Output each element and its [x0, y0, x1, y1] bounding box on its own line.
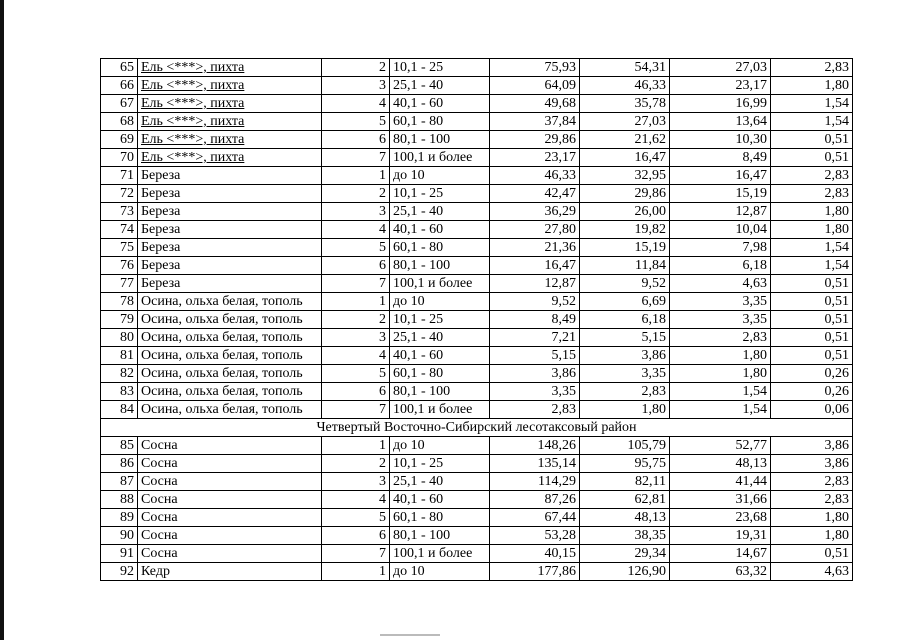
class-number: 2	[322, 311, 390, 329]
rate-value-4: 1,80	[771, 77, 853, 95]
rate-value-1: 23,17	[490, 149, 580, 167]
species-name: Осина, ольха белая, тополь	[138, 401, 322, 419]
table-row	[101, 149, 853, 167]
rate-value-3: 1,80	[670, 347, 771, 365]
diameter-range: до 10	[390, 437, 490, 455]
species-name: Сосна	[138, 455, 322, 473]
table-row	[101, 455, 853, 473]
table-body-upper	[101, 59, 853, 419]
class-number: 5	[322, 113, 390, 131]
rate-value-3: 8,49	[670, 149, 771, 167]
rate-value-4: 0,51	[771, 275, 853, 293]
rate-value-3: 1,54	[670, 401, 771, 419]
species-name: Сосна	[138, 491, 322, 509]
row-number: 79	[101, 311, 138, 329]
class-number: 3	[322, 329, 390, 347]
rate-value-4: 1,54	[771, 113, 853, 131]
row-number: 82	[101, 365, 138, 383]
class-number: 6	[322, 527, 390, 545]
rate-value-2: 95,75	[580, 455, 670, 473]
diameter-range: 40,1 - 60	[390, 221, 490, 239]
rate-value-1: 3,35	[490, 383, 580, 401]
species-name: Осина, ольха белая, тополь	[138, 329, 322, 347]
rate-value-1: 46,33	[490, 167, 580, 185]
class-number: 5	[322, 509, 390, 527]
class-number: 1	[322, 563, 390, 581]
rate-value-2: 48,13	[580, 509, 670, 527]
species-name: Береза	[138, 221, 322, 239]
table-row	[101, 563, 853, 581]
table-row	[101, 257, 853, 275]
rate-value-3: 2,83	[670, 329, 771, 347]
row-number: 77	[101, 275, 138, 293]
diameter-range: до 10	[390, 167, 490, 185]
class-number: 1	[322, 437, 390, 455]
table-row	[101, 437, 853, 455]
species-name: Кедр	[138, 563, 322, 581]
species-name: Береза	[138, 167, 322, 185]
rate-value-3: 52,77	[670, 437, 771, 455]
rate-value-4: 3,86	[771, 455, 853, 473]
rate-value-3: 3,35	[670, 311, 771, 329]
rate-value-2: 3,35	[580, 365, 670, 383]
rate-value-2: 38,35	[580, 527, 670, 545]
table-row	[101, 167, 853, 185]
rate-value-3: 10,30	[670, 131, 771, 149]
rate-value-1: 9,52	[490, 293, 580, 311]
diameter-range: 60,1 - 80	[390, 239, 490, 257]
diameter-range: 25,1 - 40	[390, 473, 490, 491]
rate-value-2: 27,03	[580, 113, 670, 131]
diameter-range: 60,1 - 80	[390, 365, 490, 383]
class-number: 5	[322, 365, 390, 383]
rate-value-1: 42,47	[490, 185, 580, 203]
rate-value-1: 5,15	[490, 347, 580, 365]
row-number: 73	[101, 203, 138, 221]
rate-value-3: 4,63	[670, 275, 771, 293]
table-body-lower	[101, 437, 853, 581]
diameter-range: 10,1 - 25	[390, 311, 490, 329]
rate-value-3: 27,03	[670, 59, 771, 77]
table-row	[101, 491, 853, 509]
rate-value-4: 0,51	[771, 293, 853, 311]
rate-value-2: 1,80	[580, 401, 670, 419]
rate-value-1: 8,49	[490, 311, 580, 329]
diameter-range: 80,1 - 100	[390, 131, 490, 149]
rate-value-3: 19,31	[670, 527, 771, 545]
species-name: Ель <***>, пихта	[138, 77, 322, 95]
rate-value-3: 10,04	[670, 221, 771, 239]
rate-value-4: 1,54	[771, 95, 853, 113]
rate-value-2: 2,83	[580, 383, 670, 401]
rate-value-2: 11,84	[580, 257, 670, 275]
rate-value-1: 148,26	[490, 437, 580, 455]
rate-value-1: 36,29	[490, 203, 580, 221]
rate-value-2: 105,79	[580, 437, 670, 455]
species-name: Ель <***>, пихта	[138, 59, 322, 77]
rate-value-3: 48,13	[670, 455, 771, 473]
rate-value-3: 3,35	[670, 293, 771, 311]
rate-value-2: 54,31	[580, 59, 670, 77]
diameter-range: 80,1 - 100	[390, 257, 490, 275]
table-row	[101, 383, 853, 401]
rate-value-1: 135,14	[490, 455, 580, 473]
table-row	[101, 401, 853, 419]
section-header-row-group	[101, 419, 853, 437]
species-name: Береза	[138, 185, 322, 203]
class-number: 1	[322, 167, 390, 185]
rate-value-4: 0,51	[771, 311, 853, 329]
diameter-range: 60,1 - 80	[390, 113, 490, 131]
rate-value-2: 26,00	[580, 203, 670, 221]
table-row	[101, 293, 853, 311]
row-number: 92	[101, 563, 138, 581]
class-number: 2	[322, 185, 390, 203]
diameter-range: 100,1 и более	[390, 149, 490, 167]
row-number: 65	[101, 59, 138, 77]
row-number: 66	[101, 77, 138, 95]
class-number: 7	[322, 401, 390, 419]
rate-value-1: 27,80	[490, 221, 580, 239]
rate-value-4: 1,54	[771, 239, 853, 257]
rate-value-3: 12,87	[670, 203, 771, 221]
table-row	[101, 203, 853, 221]
rate-value-3: 7,98	[670, 239, 771, 257]
rate-value-2: 35,78	[580, 95, 670, 113]
row-number: 89	[101, 509, 138, 527]
row-number: 69	[101, 131, 138, 149]
row-number: 83	[101, 383, 138, 401]
rate-value-4: 0,51	[771, 347, 853, 365]
species-name: Осина, ольха белая, тополь	[138, 311, 322, 329]
rate-value-1: 53,28	[490, 527, 580, 545]
rate-value-1: 40,15	[490, 545, 580, 563]
diameter-range: до 10	[390, 563, 490, 581]
diameter-range: 40,1 - 60	[390, 491, 490, 509]
diameter-range: 25,1 - 40	[390, 77, 490, 95]
table-row	[101, 59, 853, 77]
rate-value-2: 16,47	[580, 149, 670, 167]
diameter-range: 25,1 - 40	[390, 329, 490, 347]
rate-value-3: 16,99	[670, 95, 771, 113]
rate-value-2: 46,33	[580, 77, 670, 95]
row-number: 90	[101, 527, 138, 545]
table-row	[101, 365, 853, 383]
rate-value-4: 2,83	[771, 59, 853, 77]
diameter-range: 100,1 и более	[390, 401, 490, 419]
rate-value-1: 49,68	[490, 95, 580, 113]
class-number: 7	[322, 275, 390, 293]
rate-value-2: 6,18	[580, 311, 670, 329]
table-row	[101, 473, 853, 491]
row-number: 70	[101, 149, 138, 167]
species-name: Ель <***>, пихта	[138, 149, 322, 167]
rate-value-4: 0,06	[771, 401, 853, 419]
section-header-row	[101, 419, 853, 437]
species-name: Береза	[138, 203, 322, 221]
rate-value-2: 82,11	[580, 473, 670, 491]
row-number: 88	[101, 491, 138, 509]
diameter-range: 80,1 - 100	[390, 527, 490, 545]
rate-value-2: 9,52	[580, 275, 670, 293]
rate-value-1: 7,21	[490, 329, 580, 347]
table-row	[101, 347, 853, 365]
table-row	[101, 221, 853, 239]
row-number: 68	[101, 113, 138, 131]
rate-value-2: 5,15	[580, 329, 670, 347]
table-row	[101, 329, 853, 347]
row-number: 91	[101, 545, 138, 563]
row-number: 76	[101, 257, 138, 275]
row-number: 81	[101, 347, 138, 365]
class-number: 2	[322, 59, 390, 77]
class-number: 7	[322, 149, 390, 167]
rate-value-4: 2,83	[771, 167, 853, 185]
rate-value-3: 1,80	[670, 365, 771, 383]
rate-value-4: 2,83	[771, 473, 853, 491]
diameter-range: до 10	[390, 293, 490, 311]
species-name: Береза	[138, 239, 322, 257]
page-edge-shadow	[0, 0, 4, 640]
row-number: 67	[101, 95, 138, 113]
rate-value-2: 3,86	[580, 347, 670, 365]
table-row	[101, 113, 853, 131]
rate-value-4: 2,83	[771, 491, 853, 509]
rate-value-2: 15,19	[580, 239, 670, 257]
class-number: 4	[322, 347, 390, 365]
species-name: Осина, ольха белая, тополь	[138, 383, 322, 401]
rate-value-2: 21,62	[580, 131, 670, 149]
species-name: Ель <***>, пихта	[138, 113, 322, 131]
rate-value-4: 4,63	[771, 563, 853, 581]
rate-value-4: 0,51	[771, 149, 853, 167]
rate-value-4: 0,51	[771, 329, 853, 347]
rate-value-3: 63,32	[670, 563, 771, 581]
rate-value-4: 1,80	[771, 527, 853, 545]
rate-value-4: 1,80	[771, 203, 853, 221]
row-number: 84	[101, 401, 138, 419]
class-number: 4	[322, 491, 390, 509]
rate-value-1: 29,86	[490, 131, 580, 149]
class-number: 5	[322, 239, 390, 257]
class-number: 3	[322, 77, 390, 95]
rate-value-2: 29,34	[580, 545, 670, 563]
row-number: 78	[101, 293, 138, 311]
species-name: Ель <***>, пихта	[138, 131, 322, 149]
rate-value-3: 1,54	[670, 383, 771, 401]
rate-value-1: 87,26	[490, 491, 580, 509]
row-number: 86	[101, 455, 138, 473]
rate-value-3: 14,67	[670, 545, 771, 563]
rate-value-4: 1,80	[771, 509, 853, 527]
class-number: 3	[322, 473, 390, 491]
table-row	[101, 77, 853, 95]
diameter-range: 25,1 - 40	[390, 203, 490, 221]
diameter-range: 60,1 - 80	[390, 509, 490, 527]
rate-value-1: 64,09	[490, 77, 580, 95]
table-row	[101, 311, 853, 329]
rate-value-1: 37,84	[490, 113, 580, 131]
rate-value-3: 41,44	[670, 473, 771, 491]
species-name: Осина, ольха белая, тополь	[138, 365, 322, 383]
rate-value-4: 0,51	[771, 131, 853, 149]
species-name: Осина, ольха белая, тополь	[138, 293, 322, 311]
class-number: 2	[322, 455, 390, 473]
class-number: 4	[322, 221, 390, 239]
scan-mark	[380, 634, 440, 636]
rate-value-2: 126,90	[580, 563, 670, 581]
row-number: 71	[101, 167, 138, 185]
diameter-range: 80,1 - 100	[390, 383, 490, 401]
rate-value-4: 2,83	[771, 185, 853, 203]
table-row	[101, 131, 853, 149]
rate-value-1: 114,29	[490, 473, 580, 491]
rates-table	[100, 58, 853, 581]
species-name: Осина, ольха белая, тополь	[138, 347, 322, 365]
diameter-range: 10,1 - 25	[390, 185, 490, 203]
class-number: 6	[322, 257, 390, 275]
diameter-range: 40,1 - 60	[390, 347, 490, 365]
rate-value-2: 62,81	[580, 491, 670, 509]
table-row	[101, 95, 853, 113]
rate-value-2: 32,95	[580, 167, 670, 185]
class-number: 3	[322, 203, 390, 221]
class-number: 1	[322, 293, 390, 311]
species-name: Сосна	[138, 545, 322, 563]
table-row	[101, 275, 853, 293]
rate-value-1: 67,44	[490, 509, 580, 527]
rate-value-4: 1,80	[771, 221, 853, 239]
rate-value-3: 31,66	[670, 491, 771, 509]
rate-value-4: 1,54	[771, 257, 853, 275]
rate-value-3: 15,19	[670, 185, 771, 203]
rate-value-1: 177,86	[490, 563, 580, 581]
table-row	[101, 509, 853, 527]
species-name: Сосна	[138, 527, 322, 545]
diameter-range: 10,1 - 25	[390, 59, 490, 77]
table-row	[101, 545, 853, 563]
diameter-range: 100,1 и более	[390, 545, 490, 563]
rate-value-3: 6,18	[670, 257, 771, 275]
section-title: Четвертый Восточно-Сибирский лесотаксовый район	[101, 419, 853, 437]
diameter-range: 100,1 и более	[390, 275, 490, 293]
rate-value-3: 23,68	[670, 509, 771, 527]
row-number: 85	[101, 437, 138, 455]
rate-value-4: 3,86	[771, 437, 853, 455]
class-number: 6	[322, 131, 390, 149]
rate-value-3: 13,64	[670, 113, 771, 131]
rate-value-4: 0,26	[771, 365, 853, 383]
table-row	[101, 185, 853, 203]
class-number: 6	[322, 383, 390, 401]
row-number: 80	[101, 329, 138, 347]
rate-value-1: 2,83	[490, 401, 580, 419]
species-name: Сосна	[138, 509, 322, 527]
species-name: Береза	[138, 257, 322, 275]
rate-value-1: 3,86	[490, 365, 580, 383]
diameter-range: 10,1 - 25	[390, 455, 490, 473]
species-name: Береза	[138, 275, 322, 293]
species-name: Сосна	[138, 437, 322, 455]
rate-value-1: 75,93	[490, 59, 580, 77]
class-number: 4	[322, 95, 390, 113]
species-name: Сосна	[138, 473, 322, 491]
row-number: 74	[101, 221, 138, 239]
rate-value-3: 23,17	[670, 77, 771, 95]
rate-value-1: 21,36	[490, 239, 580, 257]
rate-value-1: 16,47	[490, 257, 580, 275]
rate-value-4: 0,51	[771, 545, 853, 563]
table-row	[101, 239, 853, 257]
row-number: 87	[101, 473, 138, 491]
rate-value-2: 29,86	[580, 185, 670, 203]
species-name: Ель <***>, пихта	[138, 95, 322, 113]
rate-value-2: 6,69	[580, 293, 670, 311]
row-number: 72	[101, 185, 138, 203]
rate-value-2: 19,82	[580, 221, 670, 239]
rate-value-4: 0,26	[771, 383, 853, 401]
row-number: 75	[101, 239, 138, 257]
table-row	[101, 527, 853, 545]
rate-value-1: 12,87	[490, 275, 580, 293]
diameter-range: 40,1 - 60	[390, 95, 490, 113]
class-number: 7	[322, 545, 390, 563]
rate-value-3: 16,47	[670, 167, 771, 185]
